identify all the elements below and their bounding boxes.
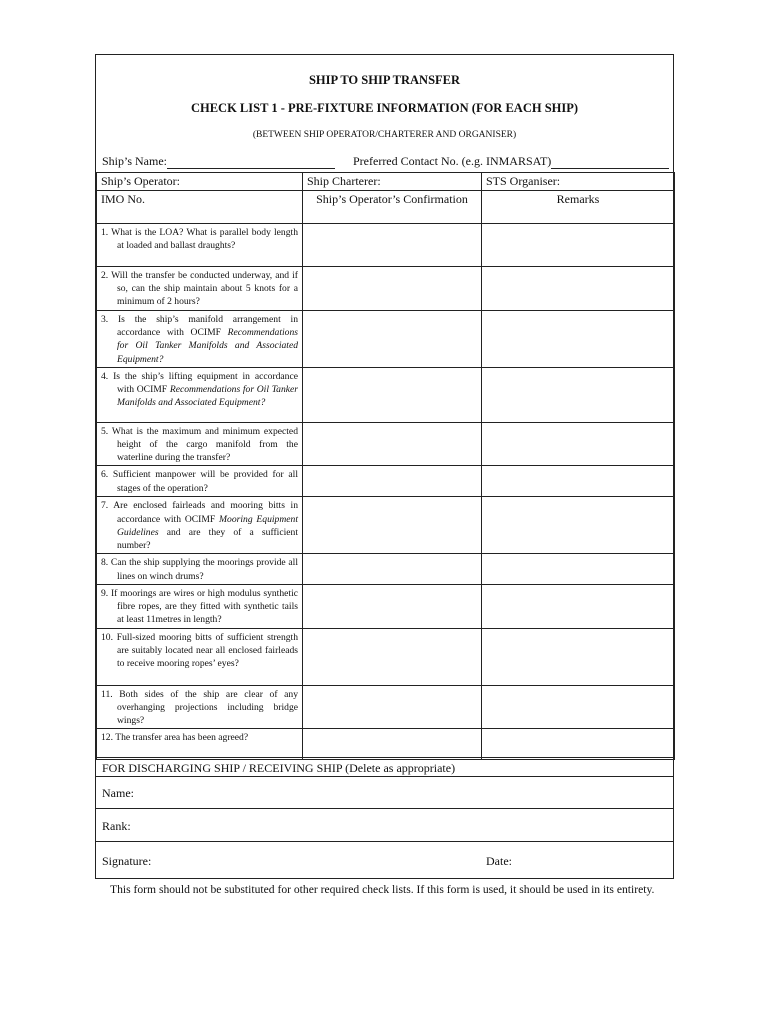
question-4-text: 4. Is the ship’s lifting equipment in accordance with OCIMF bbox=[101, 370, 298, 396]
remarks-cell[interactable] bbox=[482, 422, 675, 466]
question-4 bbox=[97, 367, 303, 422]
question-9: 9. If moorings are wires or high modulus synthetic fibre ropes, are they fitted with synthetic tails at least 11metres in length? bbox=[97, 584, 303, 628]
form-title: SHIP TO SHIP TRANSFER bbox=[308, 73, 461, 87]
remarks-cell[interactable] bbox=[482, 466, 675, 497]
remarks-cell[interactable] bbox=[482, 685, 675, 729]
name-row[interactable] bbox=[96, 776, 674, 808]
confirmation-cell[interactable] bbox=[303, 422, 482, 466]
confirmation-cell[interactable] bbox=[303, 729, 482, 760]
imo-no-header[interactable]: IMO No. bbox=[97, 191, 303, 224]
confirmation-cell[interactable] bbox=[303, 311, 482, 368]
question-10: 10. Full-sized mooring bitts of sufficient strength are suitably located near all enclosed fairleads to receive mooring ropes’ eyes? bbox=[97, 628, 303, 685]
question-6: 6. Sufficient manpower will be provided for all stages of the operation? bbox=[97, 466, 303, 497]
confirmation-cell[interactable] bbox=[303, 685, 482, 729]
confirmation-cell[interactable] bbox=[303, 628, 482, 685]
table-row bbox=[97, 267, 675, 311]
question-11: 11. Both sides of the ship are clear of any overhanging projections including bridge wings? bbox=[97, 685, 303, 729]
header-row-parties bbox=[97, 173, 675, 191]
contact-label: Preferred Contact No. (e.g. INMARSAT) bbox=[353, 154, 552, 168]
question-1: 1. What is the LOA? What is parallel body length at loaded and ballast draughts? bbox=[97, 224, 303, 267]
question-3-text: 3. Is the ship’s manifold arrangement in accordance with OCIMF bbox=[101, 314, 298, 339]
question-7-reference: Mooring Equipment Guidelines bbox=[117, 513, 298, 538]
question-4-reference: Recommendations for Oil Tanker Manifolds and Associated Equipment? bbox=[117, 384, 299, 409]
remarks-cell[interactable] bbox=[482, 729, 675, 760]
table-row bbox=[97, 554, 675, 584]
ships-name-label: Ship’s Name: bbox=[102, 154, 167, 168]
sts-organiser-cell[interactable]: STS Organiser: bbox=[482, 173, 675, 191]
table-row bbox=[97, 422, 675, 466]
header-row-columns bbox=[97, 191, 675, 224]
date-label: Date: bbox=[486, 854, 512, 868]
confirmation-cell[interactable] bbox=[303, 584, 482, 628]
ships-name-field[interactable] bbox=[167, 156, 335, 169]
ship-name-line bbox=[102, 154, 667, 169]
question-5: 5. What is the maximum and minimum expected height of the cargo manifold from the waterline during the transfer? bbox=[97, 422, 303, 466]
remarks-cell[interactable] bbox=[482, 497, 675, 554]
question-7-tail: and are they of a sufficient number? bbox=[117, 526, 298, 552]
remarks-cell[interactable] bbox=[482, 584, 675, 628]
table-row bbox=[97, 685, 675, 729]
table-row bbox=[97, 584, 675, 628]
remarks-cell[interactable] bbox=[482, 628, 675, 685]
confirmation-cell[interactable] bbox=[303, 224, 482, 267]
table-row bbox=[97, 367, 675, 422]
table-row bbox=[97, 729, 675, 760]
table-row bbox=[97, 497, 675, 554]
rank-label: Rank: bbox=[102, 819, 131, 833]
table-row bbox=[97, 311, 675, 368]
remarks-cell[interactable] bbox=[482, 311, 675, 368]
form-header bbox=[96, 55, 673, 173]
checklist-table bbox=[96, 172, 675, 760]
table-row bbox=[97, 224, 675, 267]
question-12: 12. The transfer area has been agreed? bbox=[97, 729, 303, 760]
remarks-header: Remarks bbox=[482, 191, 675, 224]
signature-row[interactable] bbox=[96, 841, 674, 879]
question-3-reference: Recommendations for Oil Tanker Manifolds and Associated Equipment? bbox=[117, 327, 298, 365]
question-8: 8. Can the ship supplying the moorings provide all lines on winch drums? bbox=[97, 554, 303, 584]
question-7 bbox=[97, 497, 303, 554]
remarks-cell[interactable] bbox=[482, 554, 675, 584]
remarks-cell[interactable] bbox=[482, 367, 675, 422]
question-7-text: 7. Are enclosed fairleads and mooring bitts in accordance with OCIMF bbox=[101, 500, 298, 525]
confirmation-cell[interactable] bbox=[303, 367, 482, 422]
signature-label: Signature: bbox=[102, 854, 152, 868]
question-2: 2. Will the transfer be conducted underway, and if so, can the ship maintain about 5 knots for a minimum of 2 hours? bbox=[97, 267, 303, 311]
confirmation-header: Ship’s Operator’s Confirmation bbox=[303, 191, 482, 224]
table-row bbox=[97, 628, 675, 685]
confirmation-cell[interactable] bbox=[303, 554, 482, 584]
form-subtitle: CHECK LIST 1 - PRE-FIXTURE INFORMATION (FOR EACH SHIP) bbox=[190, 101, 579, 115]
confirmation-cell[interactable] bbox=[303, 267, 482, 311]
remarks-cell[interactable] bbox=[482, 267, 675, 311]
checklist-form bbox=[95, 54, 674, 879]
discharging-row bbox=[96, 757, 674, 777]
footer-note: This form should not be substituted for other required check lists. If this form is used, it should be used in its entirety. bbox=[110, 883, 655, 896]
question-3 bbox=[97, 311, 303, 368]
form-parties: (BETWEEN SHIP OPERATOR/CHARTERER AND ORGANISER) bbox=[252, 130, 517, 140]
confirmation-cell[interactable] bbox=[303, 466, 482, 497]
name-label: Name: bbox=[102, 786, 134, 800]
rank-row[interactable] bbox=[96, 808, 674, 840]
confirmation-cell[interactable] bbox=[303, 497, 482, 554]
table-row bbox=[97, 466, 675, 497]
discharging-label: FOR DISCHARGING SHIP / RECEIVING SHIP (Delete as appropriate) bbox=[102, 761, 456, 775]
remarks-cell[interactable] bbox=[482, 224, 675, 267]
ship-operator-cell[interactable]: Ship’s Operator: bbox=[97, 173, 303, 191]
contact-field[interactable] bbox=[551, 156, 669, 169]
ship-charterer-cell[interactable]: Ship Charterer: bbox=[303, 173, 482, 191]
